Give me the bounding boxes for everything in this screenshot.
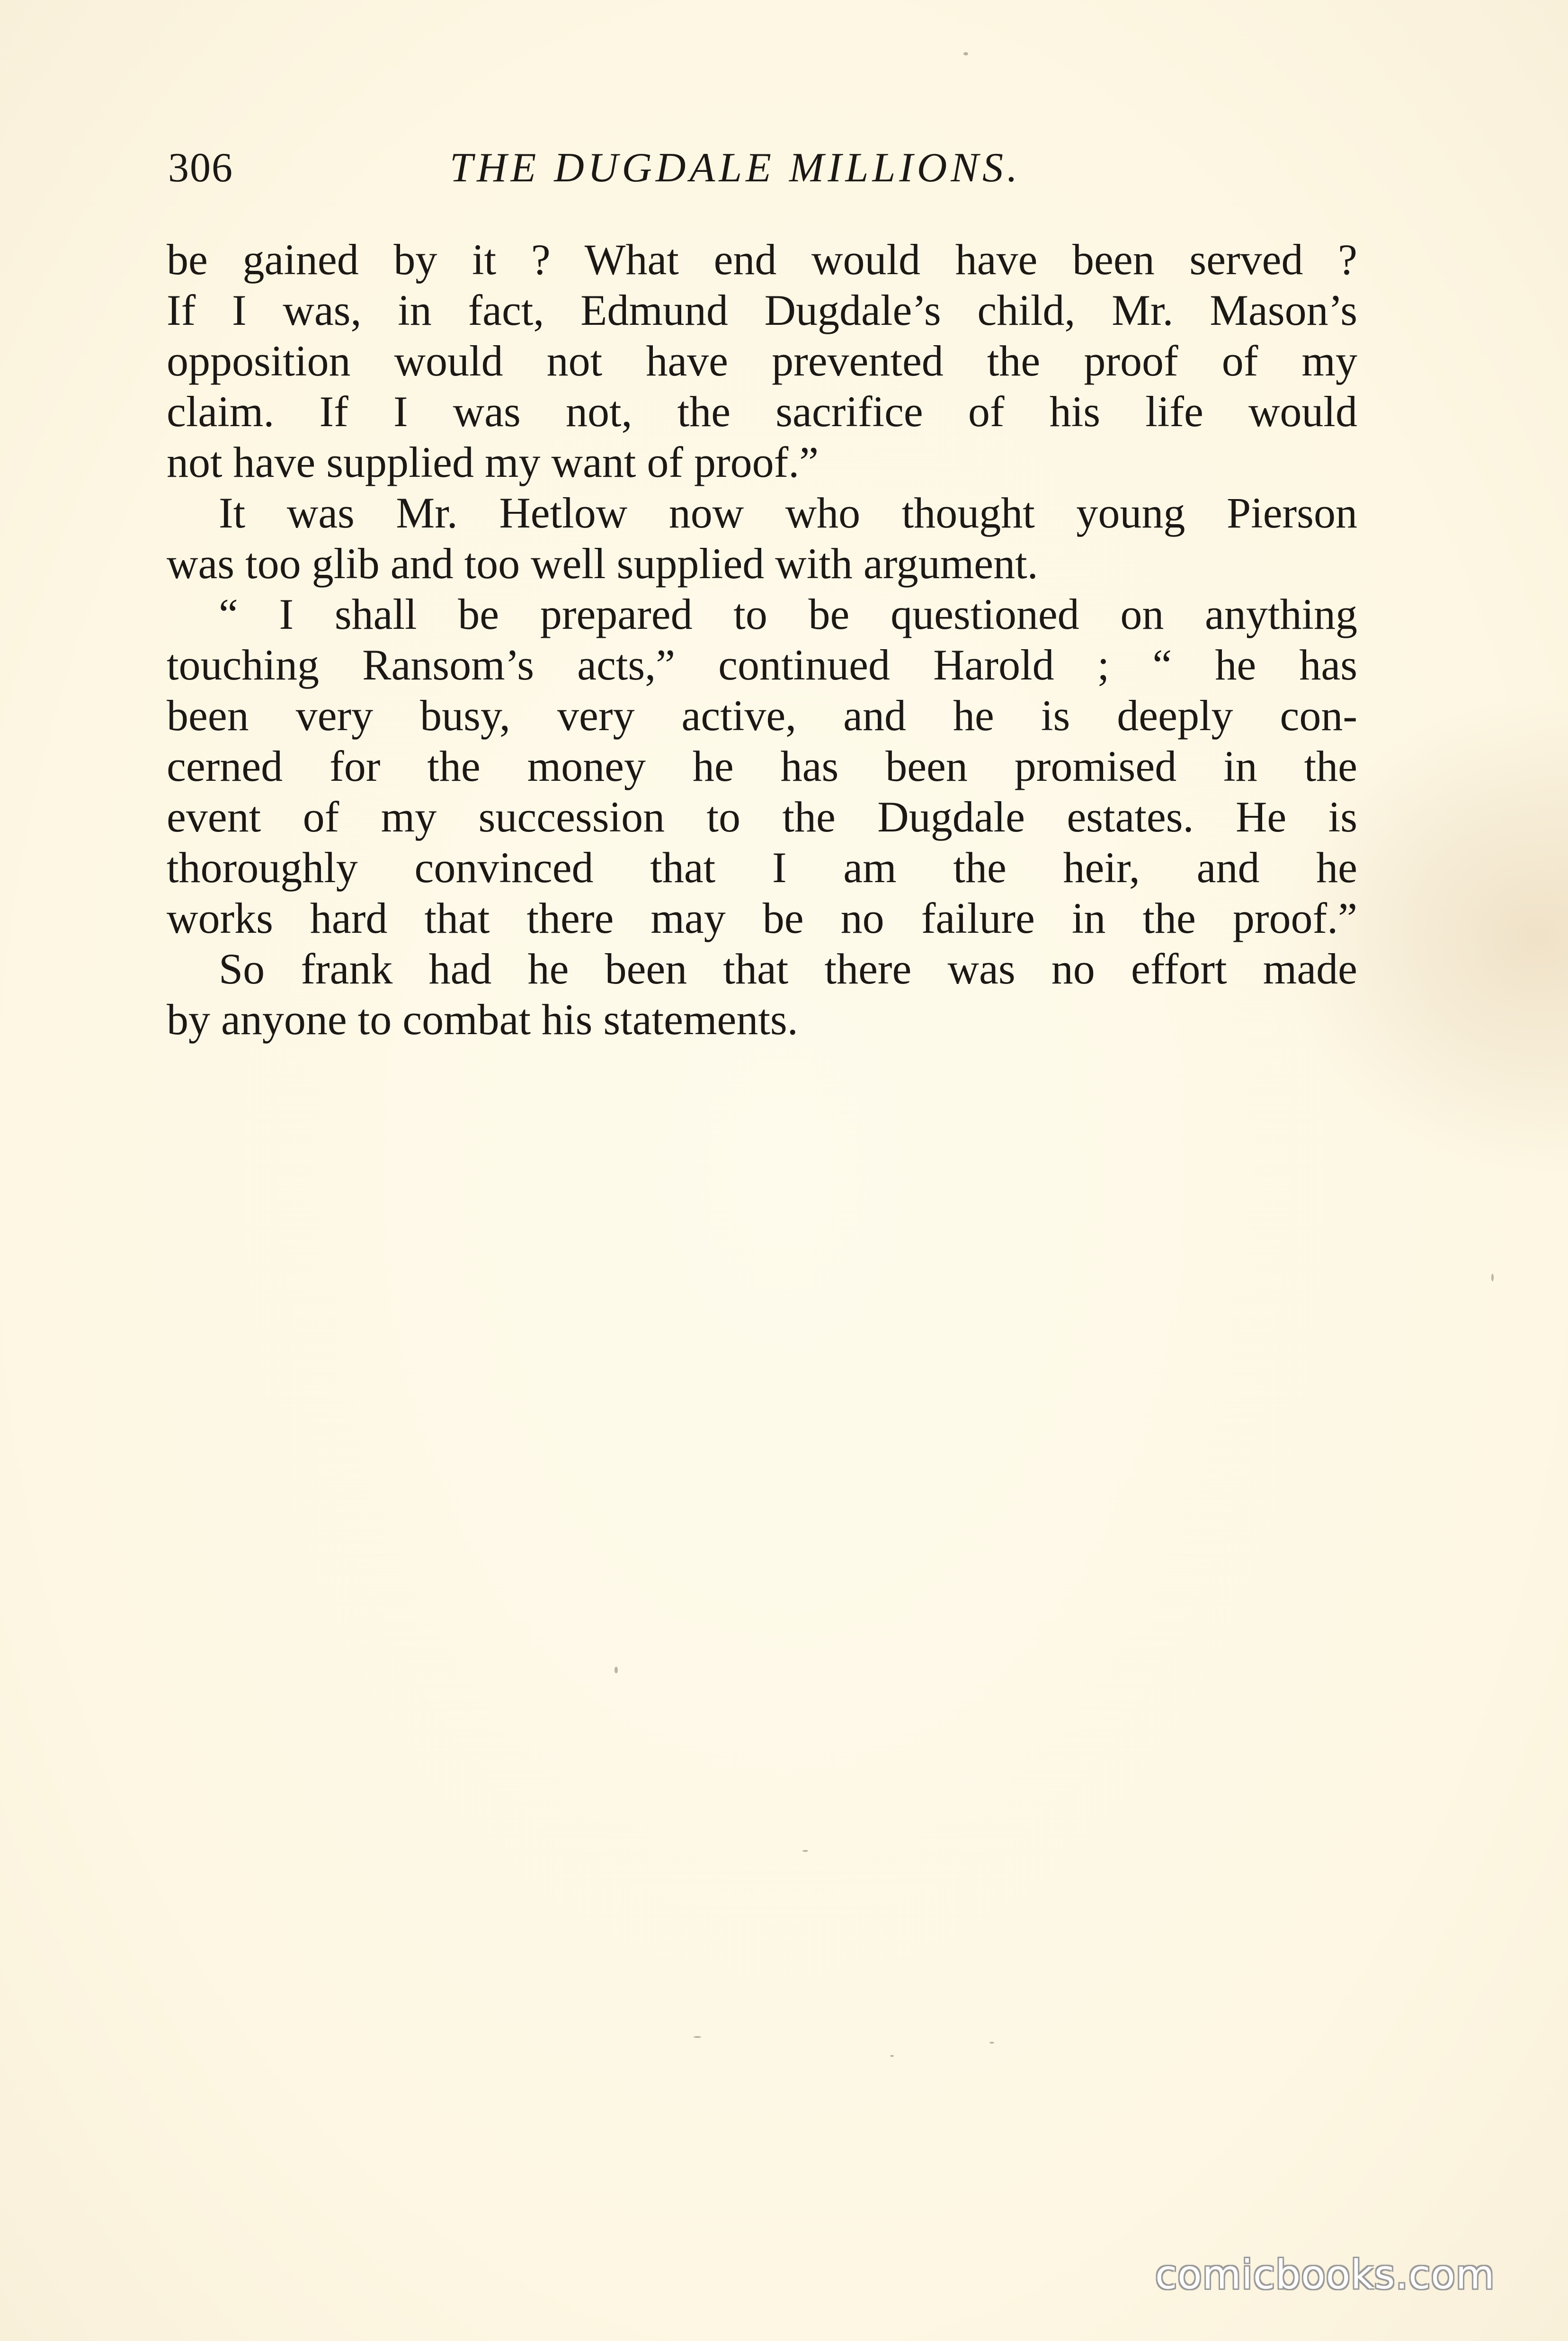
- text-line: So frank had he been that there was no effort made: [219, 945, 1357, 993]
- body-text: [167, 234, 1357, 1045]
- paper-speck: [963, 52, 968, 55]
- paper-speck: [989, 2042, 994, 2044]
- text-line: opposition would not have prevented the proof of my: [167, 337, 1357, 385]
- paper-speck: [890, 2055, 894, 2057]
- text-line: touching Ransom’s acts,” continued Harold ; “ he has: [167, 641, 1357, 689]
- running-title: THE DUGDALE MILLIONS.: [450, 145, 1021, 191]
- paper-speck: [1491, 1274, 1494, 1281]
- watermark-logo: comicbooks.com: [1155, 2252, 1495, 2298]
- text-line: event of my succession to the Dugdale estates. He is: [167, 793, 1357, 841]
- text-line: thoroughly convinced that I am the heir, and he: [167, 843, 1357, 892]
- text-line: was too glib and too well supplied with argument.: [167, 539, 1038, 588]
- text-line: by anyone to combat his statements.: [167, 995, 798, 1044]
- paper-speck: [615, 1667, 618, 1673]
- text-line: “ I shall be prepared to be questioned on anything: [219, 590, 1357, 638]
- text-line: been very busy, very active, and he is deeply con-: [167, 691, 1357, 740]
- text-line: works hard that there may be no failure in the proof.”: [167, 894, 1357, 942]
- text-line: not have supplied my want of proof.”: [167, 438, 819, 486]
- paper-speck: [694, 2036, 701, 2038]
- paper-speck: [802, 1850, 808, 1852]
- text-line: It was Mr. Hetlow now who thought young Pierson: [219, 489, 1357, 537]
- text-line: be gained by it ? What end would have been served ?: [167, 235, 1357, 284]
- text-line: claim. If I was not, the sacrifice of his life would: [167, 387, 1357, 436]
- page-number: 306: [168, 145, 233, 191]
- text-line: If I was, in fact, Edmund Dugdale’s child, Mr. Mason’s: [167, 286, 1357, 334]
- running-head: [168, 137, 1120, 199]
- text-line: cerned for the money he has been promised in the: [167, 742, 1357, 790]
